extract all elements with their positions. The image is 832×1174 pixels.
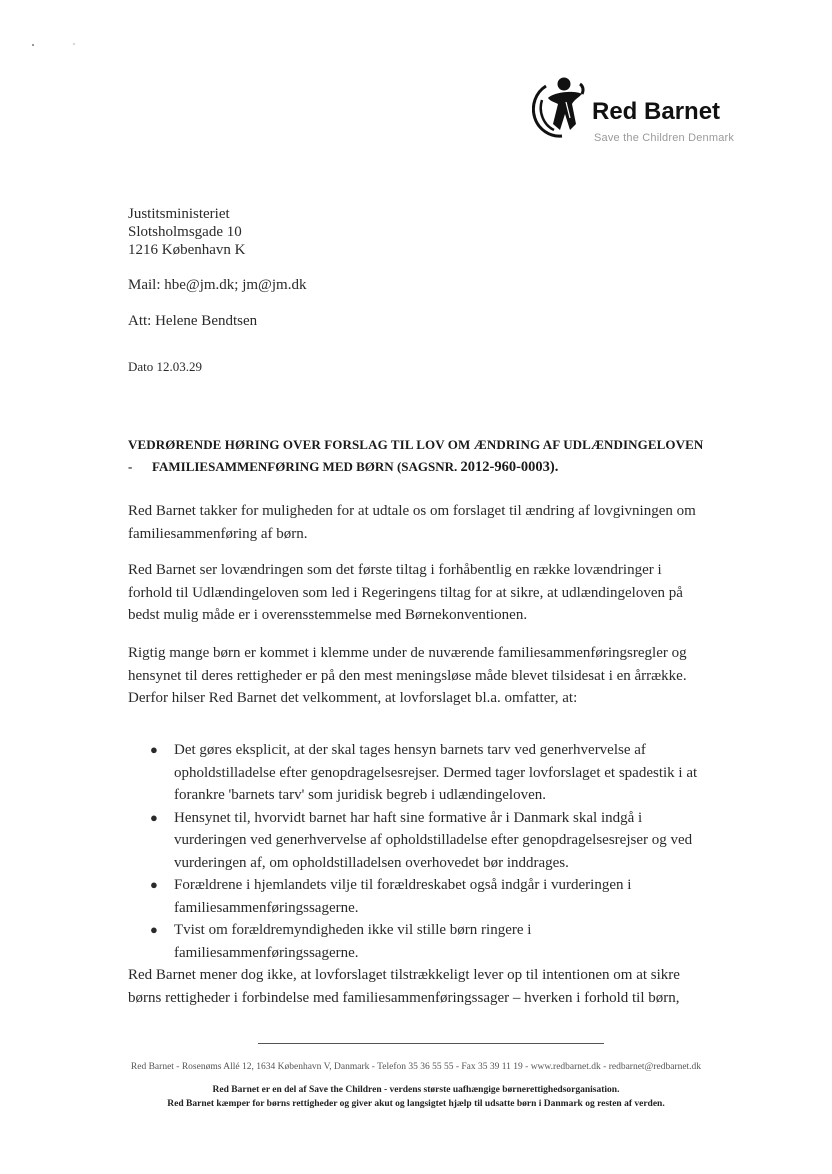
recipient-attention: Att: Helene Bendtsen xyxy=(128,313,258,329)
subject-heading xyxy=(128,437,748,475)
paragraph: Red Barnet ser lovændringen som det første tiltag i forhåbentlig en række lovændringer i forhold til Udlændingeloven som led i Regeringens tiltag for at sikre, at udlændingeloven på bedst mulig måde er i overensstemmelse med Børnekonventionen. xyxy=(128,562,683,623)
list-item xyxy=(128,807,708,875)
list-item-text: Tvist om forældremyndigheden ikke vil stille børn ringere i familiesammenføringssagerne. xyxy=(174,922,532,961)
footer-divider xyxy=(258,1043,604,1044)
list-item-text: Forældrene i hjemlandets vilje til forældreskabet også indgår i vurderingen i familiesammenføringssagerne. xyxy=(174,877,632,916)
footer-contact: Red Barnet - Rosenøms Allé 12, 1634 København V, Danmark - Telefon 35 36 55 55 - Fax 35 39 11 19 - www.redbarnet.dk - redbarnet@redbarnet.dk xyxy=(130,1062,702,1072)
logo-tagline: Save the Children Denmark xyxy=(594,132,735,144)
paragraph: Red Barnet takker for muligheden for at udtale os om forslaget til ændring af lovgivningen om familiesammenføring af børn. xyxy=(128,503,696,542)
bullet-icon: ● xyxy=(150,742,158,757)
address-line: Slotsholmsgade 10 xyxy=(128,224,242,240)
list-item-text: Det gøres eksplicit, at der skal tages hensyn barnets tarv ved generhvervelse af opholdstilladelse efter genopdragelsesrejser. Dermed tager lovforslaget et spadestik i at forankre 'barnets tarv' som juridisk begreb i udlændingeloven. xyxy=(174,742,698,803)
footer-note: Red Barnet kæmper for børns rettigheder og giver akut og langsigtet hjælp til udsatte børn i Danmark og resten af verden. xyxy=(167,1099,665,1109)
scan-specks xyxy=(30,40,90,60)
bullet-icon: ● xyxy=(150,809,158,825)
subject-line-1: VEDRØRENDE HØRING OVER FORSLAG TIL LOV OM ÆNDRING AF UDLÆNDINGELOVEN xyxy=(128,437,704,452)
bullet-list xyxy=(128,739,708,964)
subject-line-2 xyxy=(128,459,558,476)
paragraph: Rigtig mange børn er kommet i klemme under de nuværende familiesammenføringsregler og hensynet til deres rettigheder er på den mest meningsløse måde blevet tilsidesat i en årrække. Derfor hilser Red Barnet det velkomment, at lovforslaget bl.a. omfatter, at: xyxy=(128,645,687,706)
letter-date: Dato 12.03.29 xyxy=(128,359,203,374)
case-number: 2012-960-0003). xyxy=(460,459,559,475)
list-item-text: Hensynet til, hvorvidt barnet har haft sine formative år i Danmark skal indgå i vurderingen ved generhvervelse af opholdstilladelse efter genopdragelsesrejser og ved vurderingen af, om opholdstilladelsen overhovedet bør inddrages. xyxy=(174,809,693,871)
bullet-icon: ● xyxy=(150,877,158,892)
child-figure-icon xyxy=(532,74,590,140)
footer-note: Red Barnet er en del af Save the Children - verdens største uafhængige børnerettighedsorganisation. xyxy=(212,1085,620,1095)
subject-dash: - xyxy=(128,459,133,474)
logo-name: Red Barnet xyxy=(592,98,721,125)
list-item xyxy=(128,739,708,807)
list-item xyxy=(128,874,708,919)
address-line: 1216 København K xyxy=(128,242,246,258)
recipient-address xyxy=(128,205,245,259)
paragraph: Red Barnet mener dog ikke, at lovforslaget tilstrækkeligt lever op til intentionen om at sikre børns rettigheder i forbindelse med familiesammenføringssager – hverken i forhold til børn, xyxy=(128,967,680,1006)
address-line: Justitsministeriet xyxy=(128,206,230,222)
bullet-icon: ● xyxy=(150,922,158,937)
recipient-mail: Mail: hbe@jm.dk; jm@jm.dk xyxy=(128,277,307,293)
subject-line-2-text: FAMILIESAMMENFØRING MED BØRN (SAGSNR. xyxy=(152,459,458,474)
red-barnet-logo xyxy=(532,74,752,154)
list-item xyxy=(128,919,708,964)
